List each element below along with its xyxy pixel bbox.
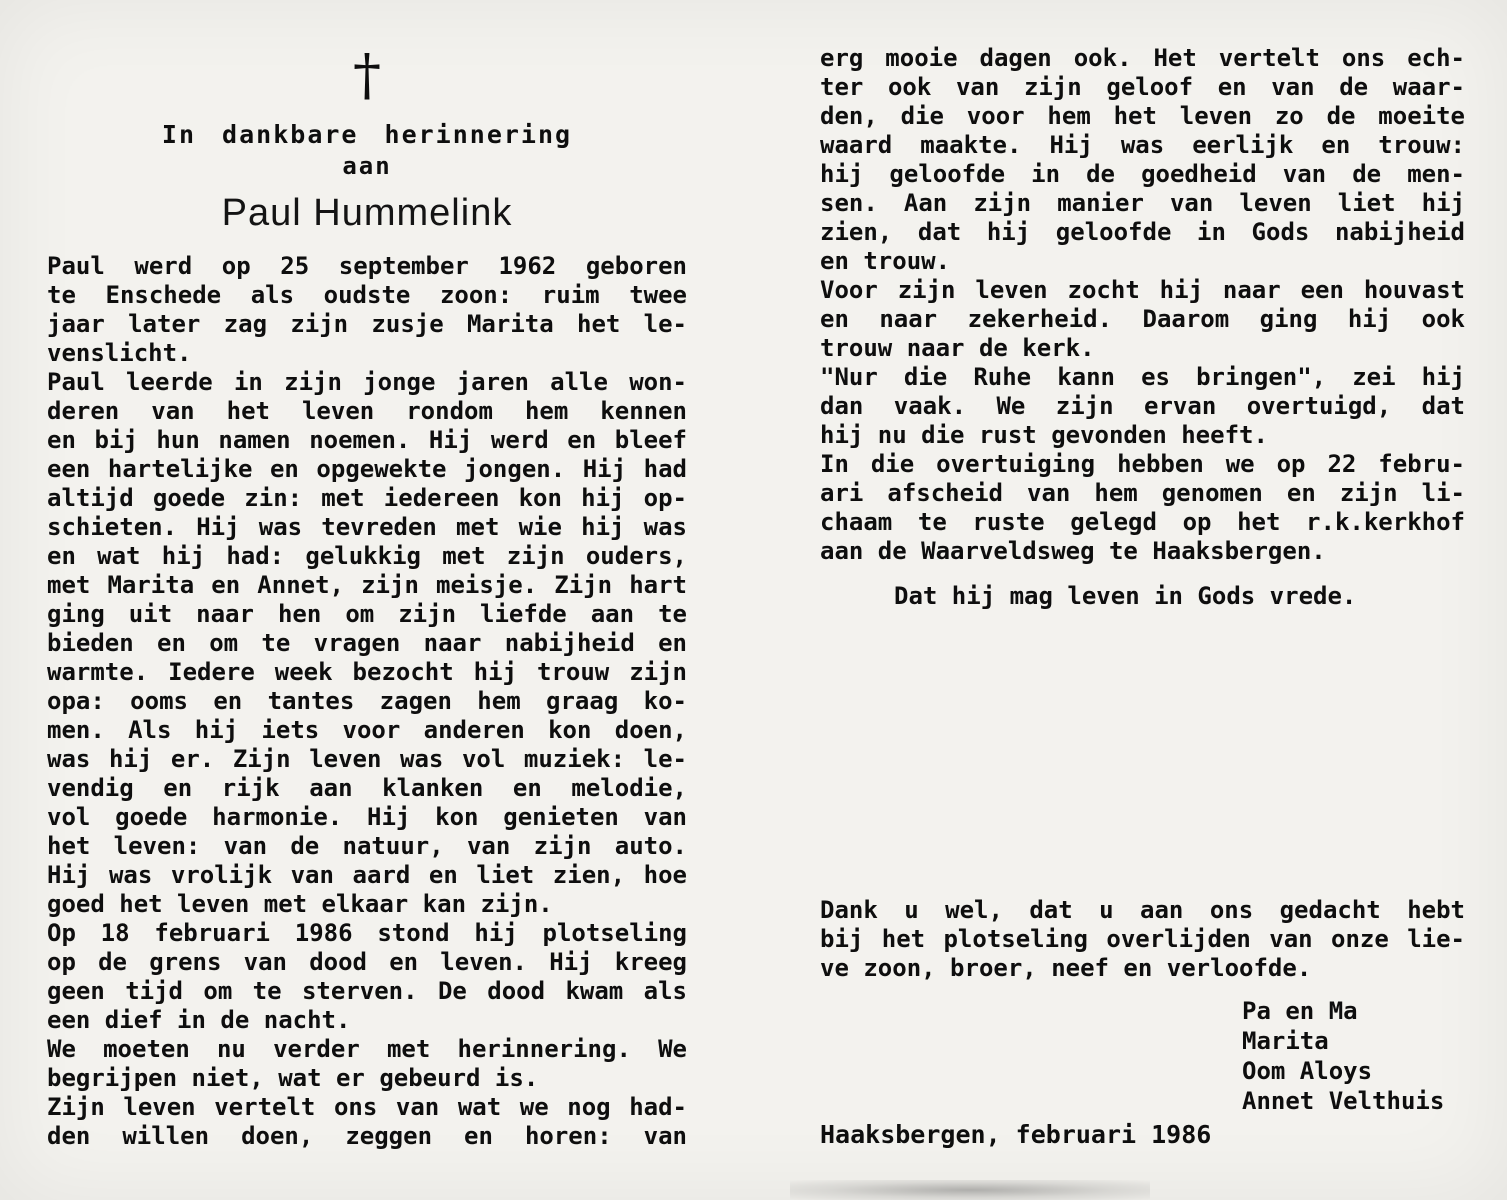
place-date: Haaksbergen, februari 1986 bbox=[820, 1120, 1212, 1149]
closing-block bbox=[820, 896, 1465, 1149]
cross-icon: † bbox=[353, 43, 381, 108]
deceased-name: Paul Hummelink bbox=[221, 192, 513, 234]
text-line: bij het plotseling overlijden van onze lie- bbox=[820, 925, 1465, 953]
left-column-text bbox=[47, 252, 687, 1151]
text-line: het leven: van de natuur, van zijn auto. bbox=[47, 832, 687, 860]
right-column bbox=[820, 44, 1465, 1149]
text-line: Pa en Ma bbox=[1242, 997, 1358, 1025]
right-column-text bbox=[820, 44, 1465, 566]
text-line: begrijpen niet, wat er gebeurd is. bbox=[47, 1064, 539, 1092]
header-line-1: In dankbare herinnering bbox=[161, 120, 573, 149]
text-line: ve zoon, broer, neef en verloofde. bbox=[820, 954, 1312, 982]
text-line: trouw naar de kerk. bbox=[820, 334, 1095, 362]
text-line: vendig en rijk aan klanken en melodie, bbox=[47, 774, 687, 802]
text-line: jaar later zag zijn zusje Marita het le- bbox=[47, 310, 687, 338]
left-column bbox=[47, 43, 687, 1151]
text-line: men. Als hij iets voor anderen kon doen, bbox=[47, 716, 687, 744]
text-line: zien, dat hij geloofde in Gods nabijheid bbox=[820, 218, 1465, 246]
text-line: aan de Waarveldsweg te Haaksbergen. bbox=[820, 537, 1326, 565]
text-line: den willen doen, zeggen en horen: van bbox=[47, 1122, 687, 1150]
text-line: Paul leerde in zijn jonge jaren alle won- bbox=[47, 368, 687, 396]
text-line: Paul werd op 25 september 1962 geboren bbox=[47, 252, 687, 280]
text-line: hij nu die rust gevonden heeft. bbox=[820, 421, 1268, 449]
paragraph bbox=[47, 252, 687, 368]
text-line: altijd goede zin: met iedereen kon hij op- bbox=[47, 484, 687, 512]
text-line: en naar zekerheid. Daarom ging hij ook bbox=[820, 305, 1465, 333]
text-line: goed het leven met elkaar kan zijn. bbox=[47, 890, 553, 918]
header-line-2: aan bbox=[342, 152, 392, 180]
text-line: erg mooie dagen ook. Het vertelt ons ech- bbox=[820, 44, 1465, 72]
text-line: een dief in de nacht. bbox=[47, 1006, 351, 1034]
text-line: In die overtuiging hebben we op 22 febru- bbox=[820, 450, 1465, 478]
paragraph bbox=[47, 368, 687, 919]
text-line: te Enschede als oudste zoon: ruim twee bbox=[47, 281, 687, 309]
text-line: Oom Aloys bbox=[1242, 1057, 1373, 1085]
text-line: bieden en om te vragen naar nabijheid en bbox=[47, 629, 687, 657]
text-line: We moeten nu verder met herinnering. We bbox=[47, 1035, 687, 1063]
text-line: "Nur die Ruhe kann es bringen", zei hij bbox=[820, 363, 1465, 391]
text-line: Op 18 februari 1986 stond hij plotseling bbox=[47, 919, 687, 947]
text-line: Dank u wel, dat u aan ons gedacht hebt bbox=[820, 896, 1465, 924]
text-line: geen tijd om te sterven. De dood kwam als bbox=[47, 977, 687, 1005]
text-line: schieten. Hij was tevreden met wie hij was bbox=[47, 513, 687, 541]
text-line: en bij hun namen noemen. Hij werd en bleef bbox=[47, 426, 687, 454]
text-line: deren van het leven rondom hem kennen bbox=[47, 397, 687, 425]
text-line: opa: ooms en tantes zagen hem graag ko- bbox=[47, 687, 687, 715]
paragraph bbox=[820, 363, 1465, 450]
text-line: Voor zijn leven zocht hij naar een houvast bbox=[820, 276, 1465, 304]
text-line: een hartelijke en opgewekte jongen. Hij had bbox=[47, 455, 687, 483]
scan-smudge bbox=[790, 1180, 1150, 1200]
text-line: met Marita en Annet, zijn meisje. Zijn hart bbox=[47, 571, 687, 599]
text-line: hij geloofde in de goedheid van de men- bbox=[820, 160, 1465, 188]
thanks-text bbox=[820, 896, 1465, 983]
text-line: en trouw. bbox=[820, 247, 951, 275]
text-line: Annet Velthuis bbox=[1242, 1087, 1445, 1115]
paragraph bbox=[47, 1093, 687, 1151]
text-line: warmte. Iedere week bezocht hij trouw zijn bbox=[47, 658, 687, 686]
text-line: Hij was vrolijk van aard en liet zien, hoe bbox=[47, 861, 687, 889]
text-line: waard maakte. Hij was eerlijk en trouw: bbox=[820, 131, 1465, 159]
paragraph bbox=[820, 450, 1465, 566]
paragraph bbox=[47, 919, 687, 1035]
text-line: Marita bbox=[1242, 1027, 1329, 1055]
text-line: en wat hij had: gelukkig met zijn ouders, bbox=[47, 542, 687, 570]
text-line: op de grens van dood en leven. Hij kreeg bbox=[47, 948, 687, 976]
text-line: ter ook van zijn geloof en van de waar- bbox=[820, 73, 1465, 101]
text-line: ging uit naar hen om zijn liefde aan te bbox=[47, 600, 687, 628]
text-line: sen. Aan zijn manier van leven liet hij bbox=[820, 189, 1465, 217]
paragraph bbox=[820, 44, 1465, 276]
text-line: vol goede harmonie. Hij kon genieten van bbox=[47, 803, 687, 831]
paragraph bbox=[820, 276, 1465, 363]
signatures bbox=[820, 996, 1465, 1116]
text-line: ari afscheid van hem genomen en zijn li- bbox=[820, 479, 1465, 507]
card-header bbox=[47, 43, 687, 235]
text-line: venslicht. bbox=[47, 339, 192, 367]
text-line: chaam te ruste gelegd op het r.k.kerkhof bbox=[820, 508, 1465, 536]
text-line: Zijn leven vertelt ons van wat we nog had- bbox=[47, 1093, 687, 1121]
text-line: den, die voor hem het leven zo de moeite bbox=[820, 102, 1465, 130]
text-line: was hij er. Zijn leven was vol muziek: le- bbox=[47, 745, 687, 773]
paragraph bbox=[820, 896, 1465, 983]
text-line: dan vaak. We zijn ervan overtuigd, dat bbox=[820, 392, 1465, 420]
blessing-line: Dat hij mag leven in Gods vrede. bbox=[894, 582, 1357, 610]
paragraph bbox=[47, 1035, 687, 1093]
